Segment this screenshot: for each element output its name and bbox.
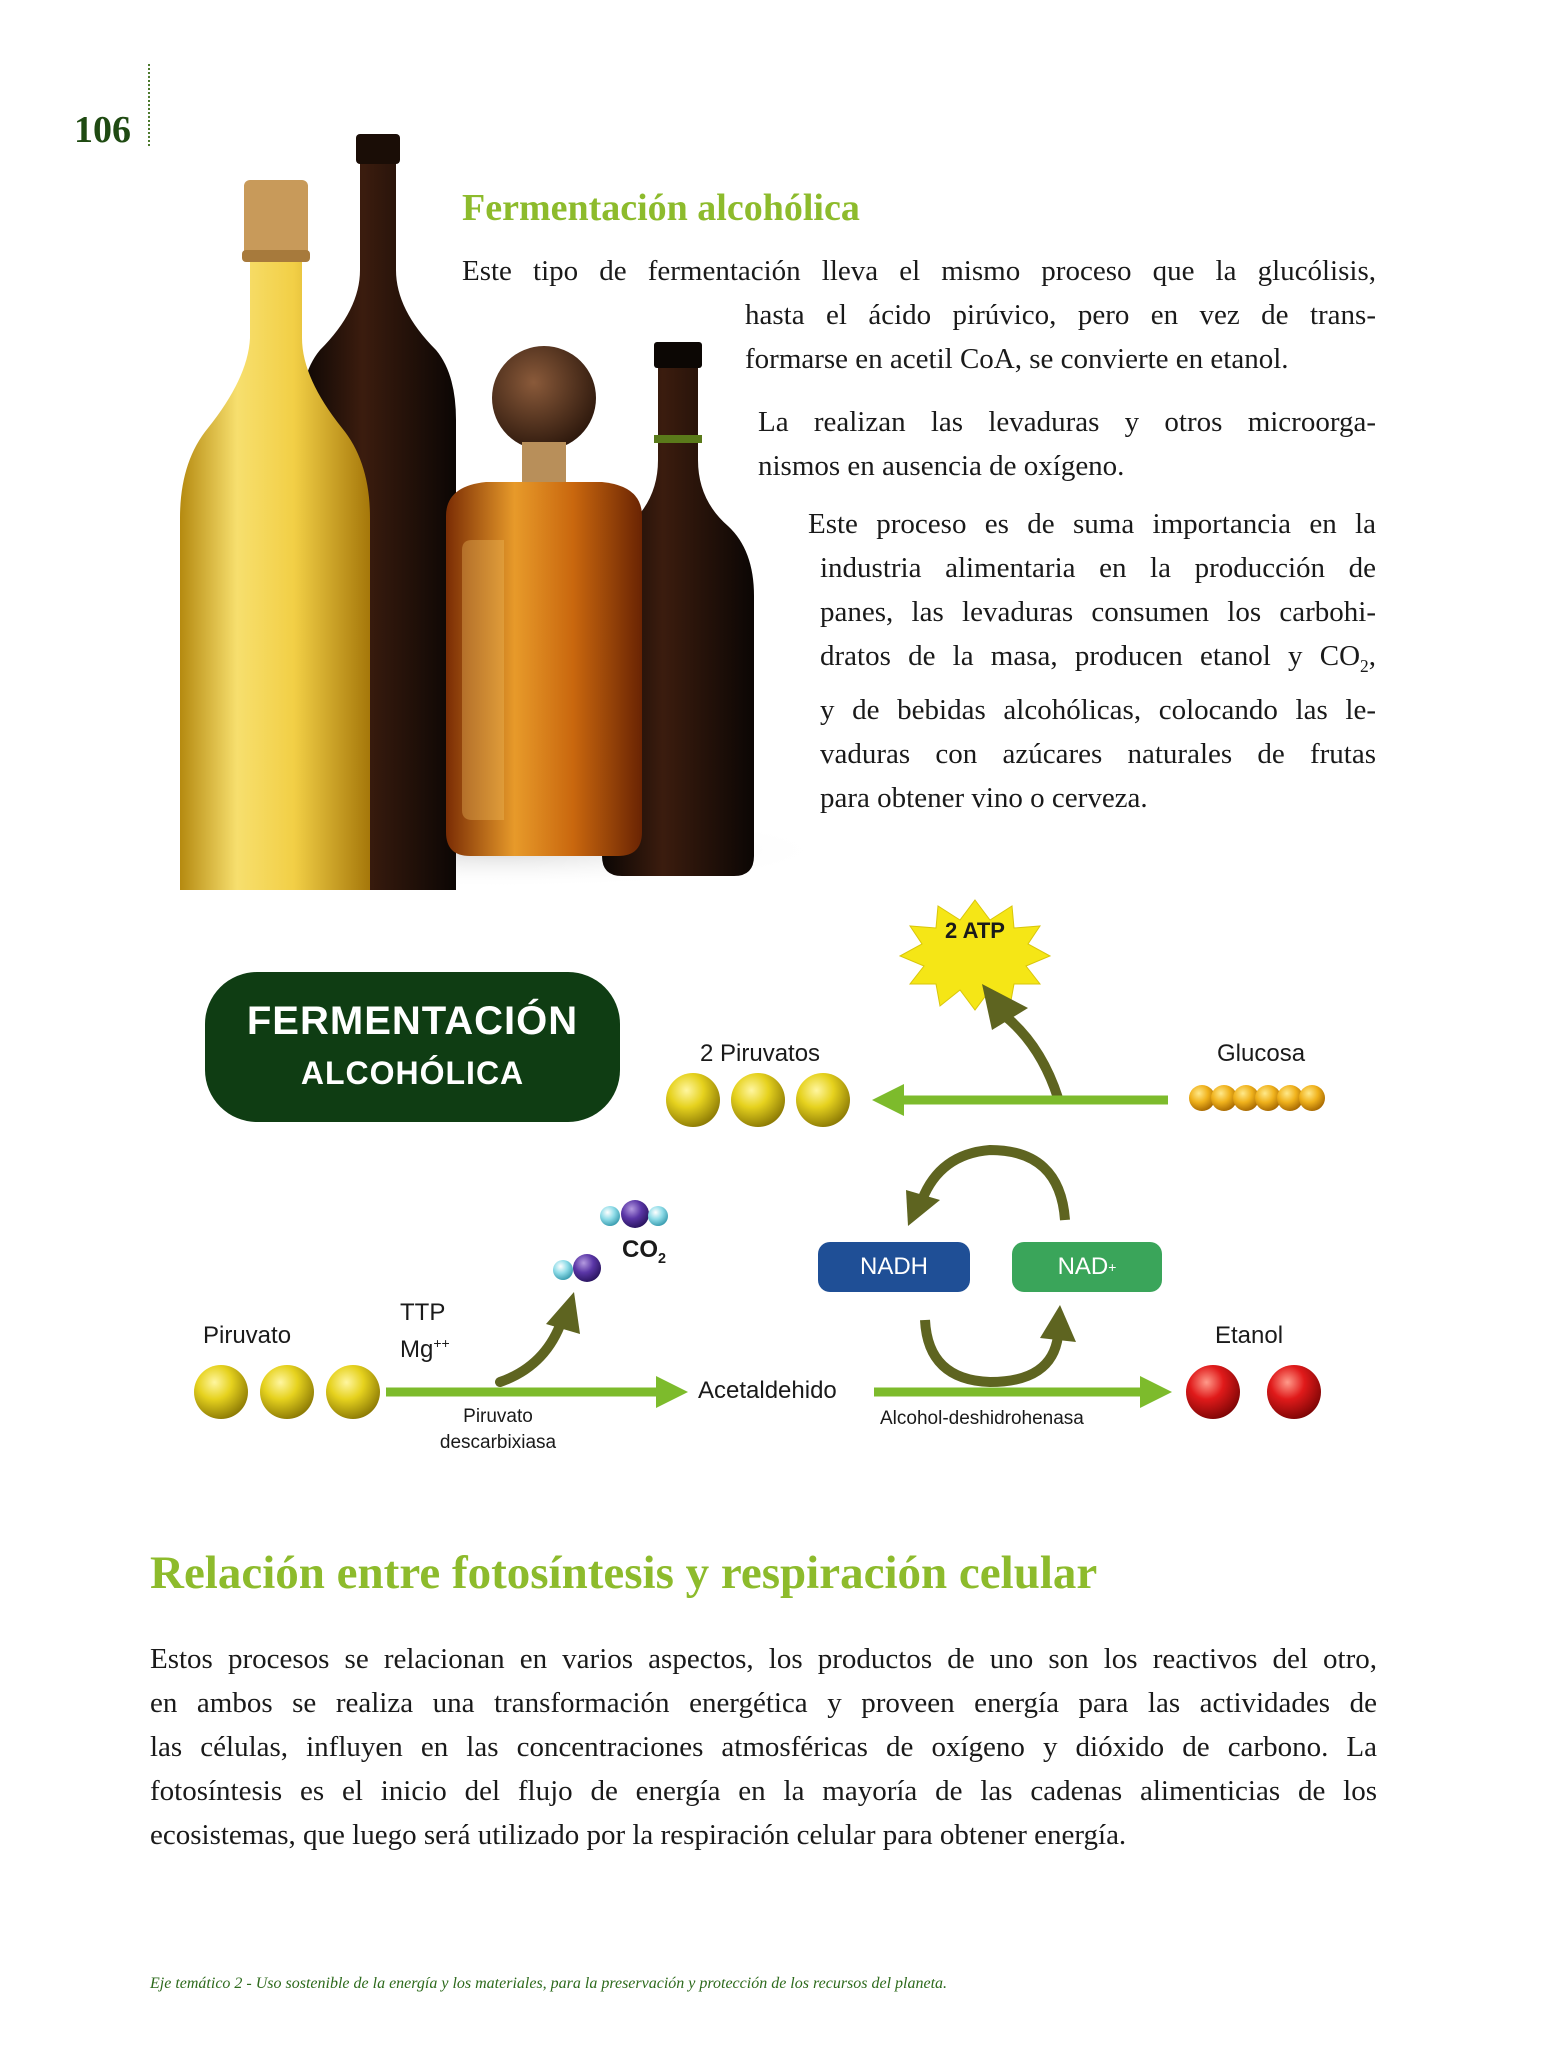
fermentation-paragraph-3-cont: [820, 546, 1376, 820]
page-number-divider: [148, 64, 150, 146]
fermentation-paragraph-2: [758, 400, 1376, 488]
footer-caption: Eje temático 2 - Uso sostenible de la energía y los materiales, para la preservación y protección de los recursos del planeta.: [150, 1975, 948, 1992]
fermentation-heading: Fermentación alcohólica: [462, 187, 860, 229]
pyruvate-sphere: [666, 1073, 720, 1127]
text-line: industria alimentaria en la producción de: [820, 552, 1376, 584]
co2-molecule: [553, 1254, 601, 1282]
page-number: 106: [74, 109, 131, 151]
glucose-chain: [1189, 1085, 1325, 1111]
diagram-title: [205, 972, 620, 1122]
pyruvate-sphere: [326, 1365, 380, 1419]
fermentation-paragraph-3: [808, 502, 1376, 546]
text-line: nismos en ausencia de oxígeno.: [758, 450, 1125, 482]
two-pyruvates-label: 2 Piruvatos: [700, 1040, 821, 1067]
fermentation-paragraph-1-cont: [745, 293, 1376, 381]
text-line: La realizan las levaduras y otros microorga-: [758, 406, 1376, 438]
text-line: fotosíntesis es el inicio del flujo de energía en la mayoría de las cadenas alimenticias de los: [150, 1775, 1377, 1807]
text-line: ecosistemas, que luego será utilizado por la respiración celular para obtener energía.: [150, 1819, 1127, 1851]
ethanol-label: Etanol: [1215, 1322, 1284, 1349]
text-line: formarse en acetil CoA, se convierte en etanol.: [745, 343, 1289, 375]
enzyme-pyruvate-decarboxylase: Piruvato descarbixiasa: [439, 1406, 557, 1453]
pyruvate-sphere: [194, 1365, 248, 1419]
text-line: y de bebidas alcohólicas, colocando las le-: [820, 693, 1376, 726]
diagram-title-line1: FERMENTACIÓN: [246, 999, 579, 1043]
pyruvate-sphere: [731, 1073, 785, 1127]
relation-paragraph: [150, 1637, 1377, 1857]
atp-starburst: [900, 900, 1050, 1010]
relation-heading: Relación entre fotosíntesis y respiración celular: [150, 1547, 1098, 1599]
enzyme-alcohol-dehydrogenase: Alcohol-deshidrohenasa: [880, 1408, 1084, 1429]
nad-badge: NAD +: [1012, 1242, 1162, 1292]
text-line: panes, las levaduras consumen los carbohi-: [820, 596, 1376, 628]
nadh-badge: NADH: [818, 1242, 970, 1292]
co2-label: $CO_2$: [622, 1236, 667, 1267]
pyruvate-label: Piruvato: [203, 1322, 292, 1349]
ethanol-sphere: [1186, 1365, 1240, 1419]
diagram-graphics: [0, 880, 1564, 1500]
text-line: Este proceso es de suma importancia en la: [808, 508, 1376, 540]
ethanol-sphere: [1267, 1365, 1321, 1419]
pyruvate-sphere: [796, 1073, 850, 1127]
text-line: en ambos se realiza una transformación energética y proveen energía para las actividades de: [150, 1687, 1377, 1719]
cofactors-label: TTP Mg++: [400, 1299, 450, 1363]
text-line: Estos procesos se relacionan en varios aspectos, los productos de uno son los reactivos del otro,: [150, 1643, 1377, 1675]
diagram-title-line2: ALCOHÓLICA: [300, 1055, 525, 1091]
pyruvate-sphere: [260, 1365, 314, 1419]
fermentation-paragraph-1: [462, 249, 1376, 293]
text-line-co2: dratos de la masa, producen etanol y $CO_2$,: [820, 640, 1376, 676]
bottles-illustration: [170, 130, 810, 890]
text-line: las células, influyen en las concentraciones atmosféricas de oxígeno y dióxido de carbono. La: [150, 1731, 1377, 1763]
atp-label: 2 ATP: [945, 918, 1005, 943]
fermentation-diagram: [0, 880, 1564, 1500]
text-line: vaduras con azúcares naturales de frutas: [820, 737, 1376, 770]
text-line: para obtener vino o cerveza.: [820, 781, 1148, 814]
co2-molecule: [600, 1200, 668, 1228]
glucose-label: Glucosa: [1217, 1040, 1306, 1067]
text-line: hasta el ácido pirúvico, pero en vez de trans-: [745, 299, 1376, 331]
acetaldehyde-label: Acetaldehido: [698, 1377, 837, 1404]
text-line: Este tipo de fermentación lleva el mismo proceso que la glucólisis,: [462, 255, 1376, 287]
